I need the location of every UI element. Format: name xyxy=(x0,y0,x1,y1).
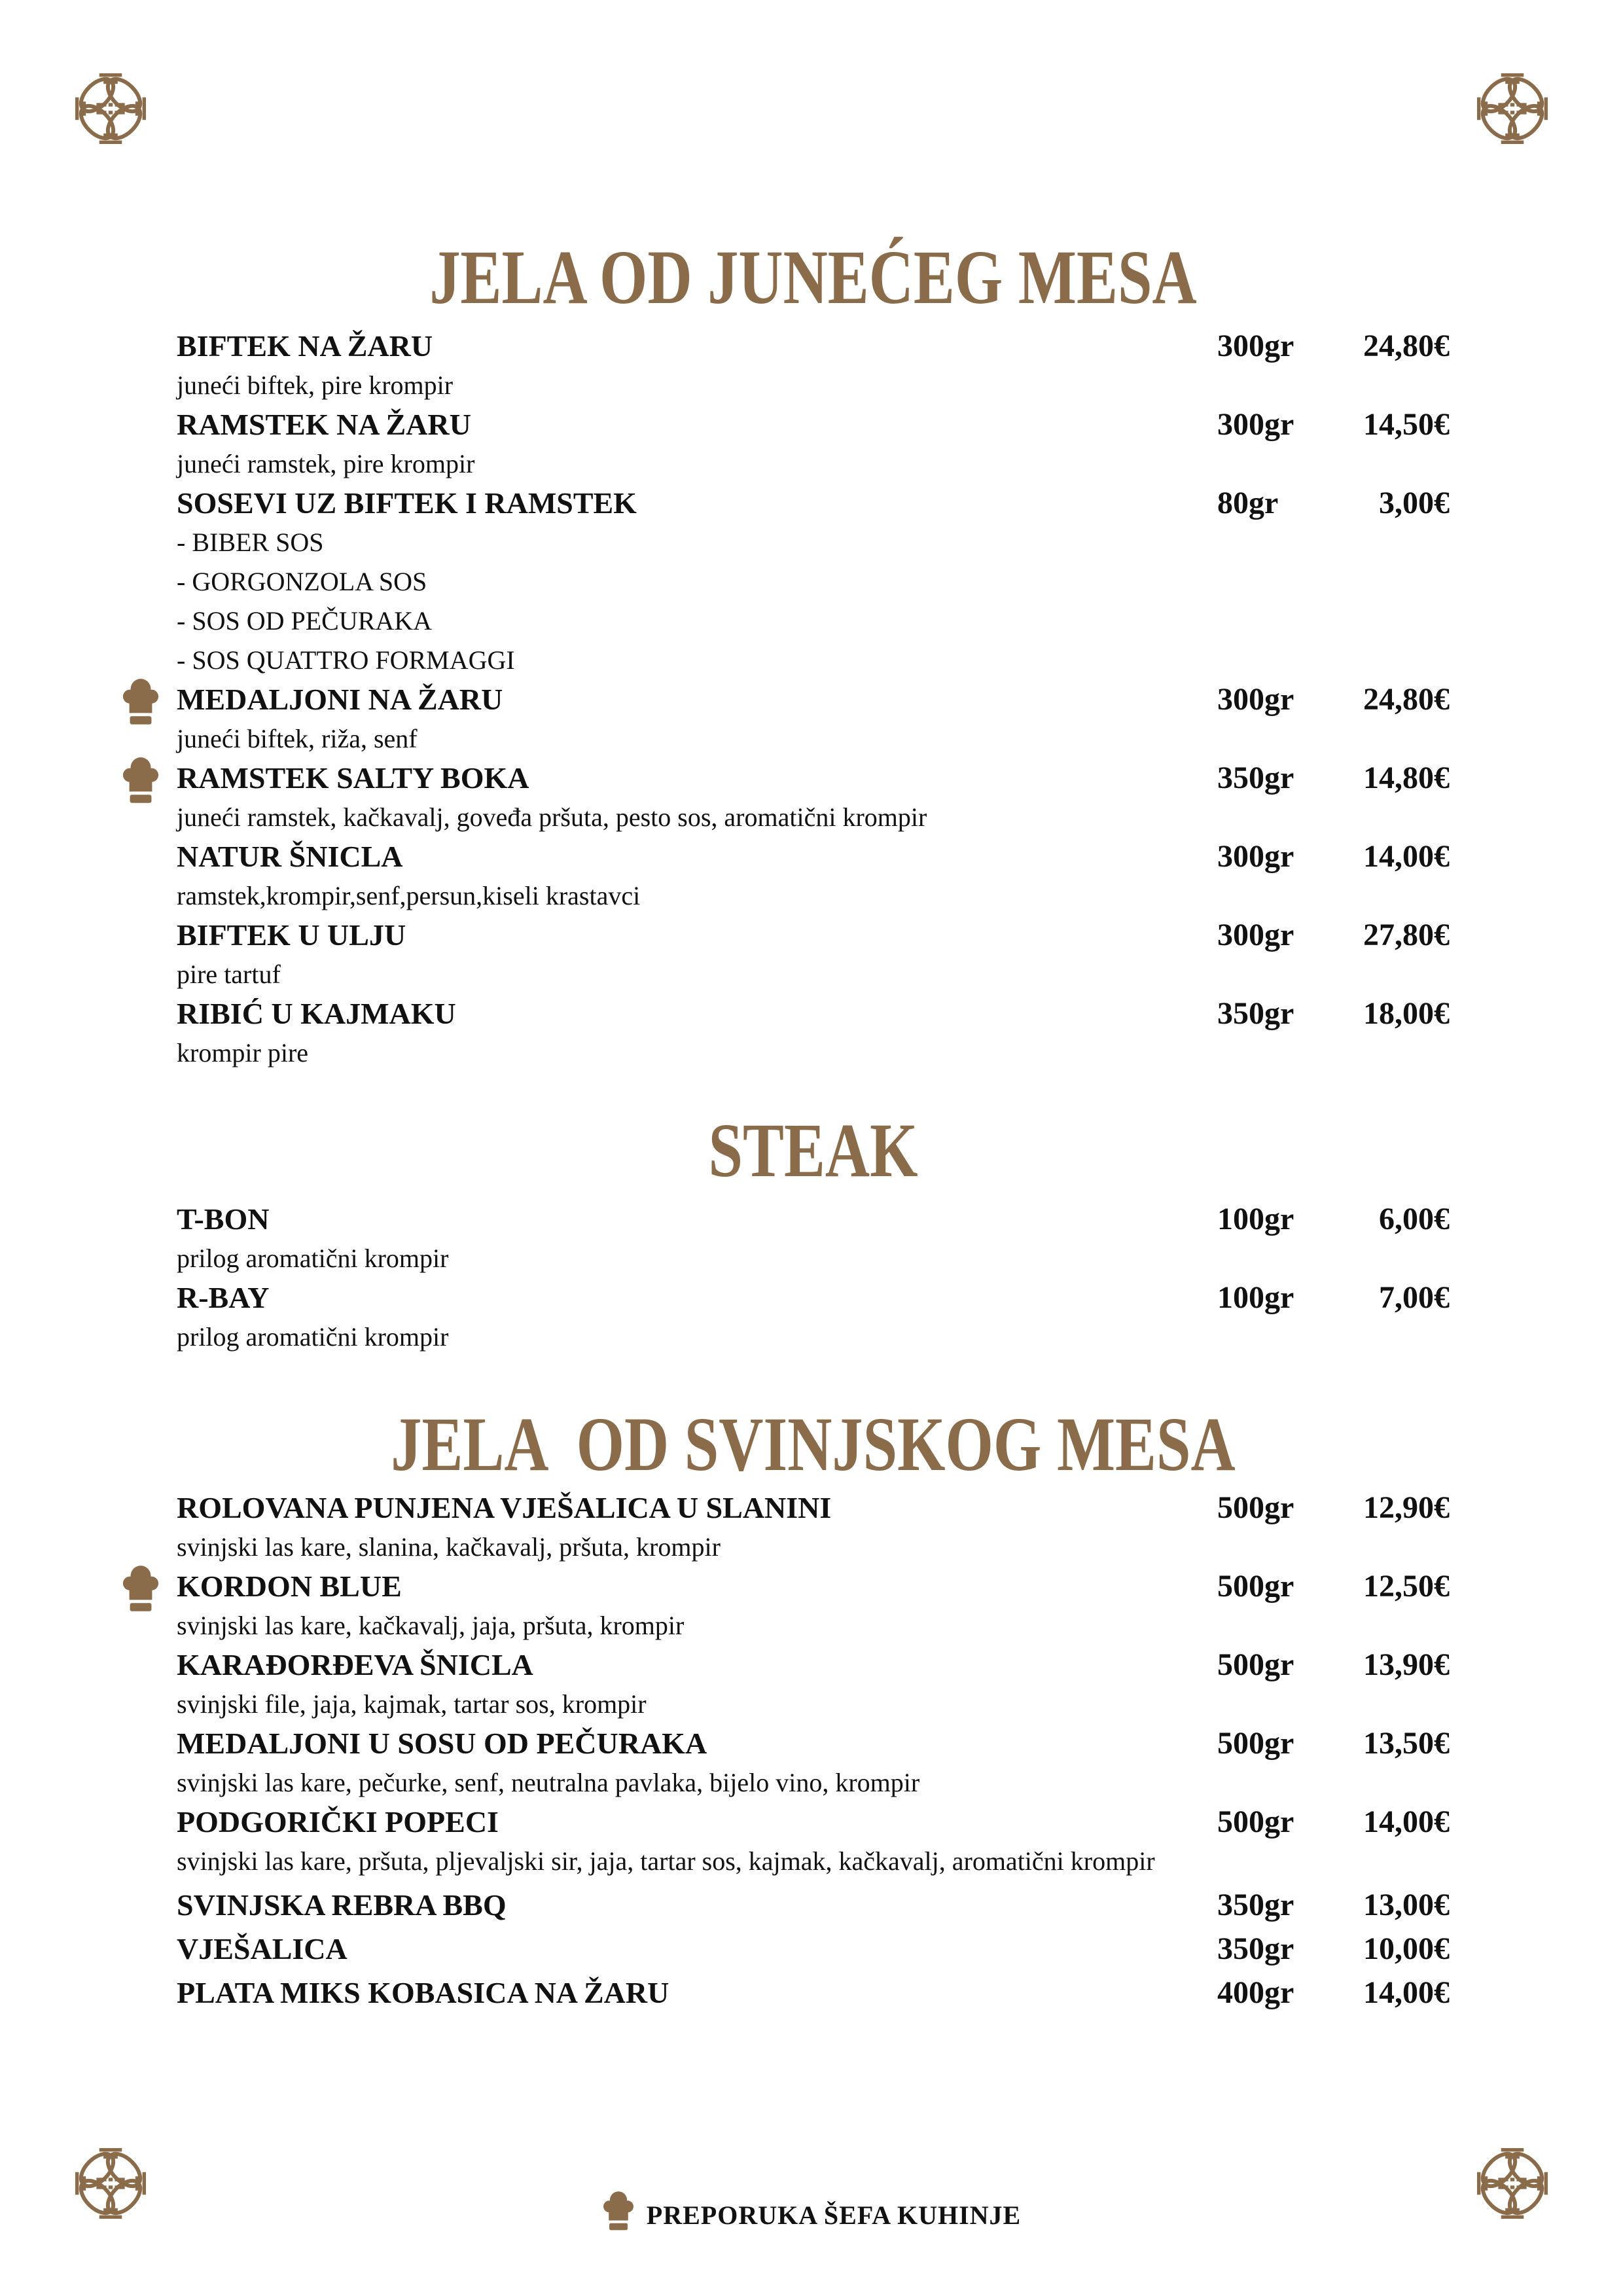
item-name: KORDON BLUE xyxy=(177,1570,402,1603)
item-description: svinjski las kare, slanina, kačkavalj, pršuta, krompir xyxy=(177,1532,721,1562)
item-price: 13,50€ xyxy=(1363,1726,1450,1761)
item-price: 14,50€ xyxy=(1363,407,1450,442)
menu-item-row xyxy=(177,1200,1450,1239)
menu-item-row xyxy=(177,1886,1450,1925)
item-weight: 100gr xyxy=(1217,1280,1294,1315)
menu-item-row xyxy=(177,1567,1450,1606)
item-name: ROLOVANA PUNJENA VJEŠALICA U SLANINI xyxy=(177,1491,832,1524)
menu-item xyxy=(177,759,1450,837)
item-description: juneći ramstek, kačkavalj, goveđa pršuta, pesto sos, aromatični krompir xyxy=(177,802,927,832)
chef-recommendation-legend xyxy=(0,2189,1623,2231)
item-weight: 350gr xyxy=(1217,761,1294,795)
item-weight: 500gr xyxy=(1217,1726,1294,1761)
item-name: SOSEVI UZ BIFTEK I RAMSTEK xyxy=(177,486,637,520)
menu-item xyxy=(177,1886,1450,1925)
menu-item xyxy=(177,680,1450,759)
menu-item xyxy=(177,916,1450,994)
item-weight: 80gr xyxy=(1217,486,1279,520)
item-description: juneći biftek, pire krompir xyxy=(177,370,454,400)
item-name: NATUR ŠNICLA xyxy=(177,840,403,873)
item-weight: 100gr xyxy=(1217,1202,1294,1236)
menu-item xyxy=(177,1929,1450,1969)
item-price: 24,80€ xyxy=(1363,329,1450,363)
menu-item xyxy=(177,1973,1450,2013)
item-weight: 300gr xyxy=(1217,839,1294,874)
section-title: JELA OD JUNEĆEG MESA xyxy=(429,234,1197,320)
item-price: 3,00€ xyxy=(1379,486,1450,520)
sauce-option: - SOS QUATTRO FORMAGGI xyxy=(177,645,515,675)
chef-hat-icon xyxy=(122,755,160,804)
item-weight: 500gr xyxy=(1217,1804,1294,1839)
menu-item xyxy=(177,1645,1450,1724)
menu-item xyxy=(177,1803,1450,1881)
item-price: 14,00€ xyxy=(1363,1804,1450,1839)
menu-item xyxy=(177,1488,1450,1567)
item-price: 18,00€ xyxy=(1363,996,1450,1031)
menu-item-row xyxy=(177,1724,1450,1763)
item-weight: 500gr xyxy=(1217,1490,1294,1525)
menu-item xyxy=(177,484,1450,680)
item-name: BIFTEK NA ŽARU xyxy=(177,329,433,363)
item-weight: 300gr xyxy=(1217,407,1294,442)
item-weight: 500gr xyxy=(1217,1647,1294,1682)
item-weight: 500gr xyxy=(1217,1569,1294,1604)
item-name: RIBIĆ U KAJMAKU xyxy=(177,997,456,1030)
item-price: 24,80€ xyxy=(1363,682,1450,717)
menu-item-row xyxy=(177,484,1450,523)
sauce-option: - BIBER SOS xyxy=(177,528,324,557)
menu-item-row xyxy=(177,837,1450,876)
menu-item xyxy=(177,994,1450,1073)
menu-sections xyxy=(177,0,1450,2017)
item-description: svinjski las kare, pršuta, pljevaljski sir, jaja, tartar sos, kajmak, kačkavalj, aromatični krompir xyxy=(177,1846,1155,1876)
menu-item-row xyxy=(177,1645,1450,1685)
item-name: RAMSTEK NA ŽARU xyxy=(177,408,471,441)
item-name: T-BON xyxy=(177,1202,270,1236)
item-name: BIFTEK U ULJU xyxy=(177,918,406,952)
item-price: 7,00€ xyxy=(1379,1280,1450,1315)
menu-item-row xyxy=(177,1803,1450,1842)
section-title: JELA OD SVINJSKOG MESA xyxy=(391,1401,1236,1487)
item-price: 12,90€ xyxy=(1363,1490,1450,1525)
item-price: 14,00€ xyxy=(1363,1975,1450,2010)
menu-item-row xyxy=(177,1278,1450,1318)
item-name: MEDALJONI U SOSU OD PEČURAKA xyxy=(177,1727,707,1760)
menu-item xyxy=(177,405,1450,484)
item-price: 13,90€ xyxy=(1363,1647,1450,1682)
item-name: KARAĐORĐEVA ŠNICLA xyxy=(177,1648,533,1681)
item-name: RAMSTEK SALTY BOKA xyxy=(177,761,529,795)
item-description: svinjski las kare, kačkavalj, jaja, pršuta, krompir xyxy=(177,1611,685,1640)
sauce-option: - GORGONZOLA SOS xyxy=(177,567,427,596)
item-name: MEDALJONI NA ŽARU xyxy=(177,683,503,716)
item-weight: 300gr xyxy=(1217,682,1294,717)
item-price: 13,00€ xyxy=(1363,1888,1450,1922)
menu-item xyxy=(177,1567,1450,1645)
menu-item xyxy=(177,327,1450,405)
item-price: 10,00€ xyxy=(1363,1931,1450,1966)
menu-section xyxy=(177,1107,1450,1357)
item-description: ramstek,krompir,senf,persun,kiseli krastavci xyxy=(177,881,641,910)
item-description: juneći ramstek, pire krompir xyxy=(177,449,475,478)
item-description: krompir pire xyxy=(177,1038,309,1067)
menu-section xyxy=(177,1401,1450,2013)
menu-item xyxy=(177,1278,1450,1357)
menu-item-row xyxy=(177,1929,1450,1969)
chef-hat-icon xyxy=(122,1563,160,1613)
corner-ornament-icon xyxy=(1477,73,1548,144)
item-weight: 350gr xyxy=(1217,1931,1294,1966)
menu-item xyxy=(177,1200,1450,1278)
item-name: VJEŠALICA xyxy=(177,1932,348,1965)
menu-section xyxy=(177,234,1450,1073)
menu-item xyxy=(177,1724,1450,1803)
item-name: PLATA MIKS KOBASICA NA ŽARU xyxy=(177,1976,669,2009)
section-title: STEAK xyxy=(708,1107,918,1193)
menu-item-row xyxy=(177,994,1450,1033)
item-description: juneći biftek, riža, senf xyxy=(177,724,418,753)
item-description: prilog aromatični krompir xyxy=(177,1244,449,1273)
item-price: 14,00€ xyxy=(1363,839,1450,874)
corner-ornament-icon xyxy=(75,73,146,144)
item-price: 12,50€ xyxy=(1363,1569,1450,1604)
item-weight: 350gr xyxy=(1217,996,1294,1031)
chef-hat-icon xyxy=(122,676,160,726)
item-description: svinjski las kare, pečurke, senf, neutralna pavlaka, bijelo vino, krompir xyxy=(177,1768,920,1797)
menu-item xyxy=(177,837,1450,916)
item-name: SVINJSKA REBRA BBQ xyxy=(177,1888,507,1922)
menu-item-row xyxy=(177,327,1450,366)
item-weight: 300gr xyxy=(1217,329,1294,363)
chef-hat-icon xyxy=(602,2189,635,2231)
item-price: 27,80€ xyxy=(1363,918,1450,952)
item-weight: 350gr xyxy=(1217,1888,1294,1922)
legend-label: PREPORUKA ŠEFA KUHINJE xyxy=(646,2200,1022,2230)
menu-item-row xyxy=(177,916,1450,955)
item-description: pire tartuf xyxy=(177,960,281,989)
item-price: 6,00€ xyxy=(1379,1202,1450,1236)
item-name: R-BAY xyxy=(177,1281,270,1314)
item-weight: 400gr xyxy=(1217,1975,1294,2010)
menu-item-row xyxy=(177,1973,1450,2013)
item-description: prilog aromatični krompir xyxy=(177,1322,449,1352)
menu-item-row xyxy=(177,759,1450,798)
menu-item-row xyxy=(177,680,1450,719)
item-name: PODGORIČKI POPECI xyxy=(177,1805,499,1839)
menu-item-row xyxy=(177,1488,1450,1528)
item-weight: 300gr xyxy=(1217,918,1294,952)
item-description: svinjski file, jaja, kajmak, tartar sos, krompir xyxy=(177,1689,647,1719)
item-price: 14,80€ xyxy=(1363,761,1450,795)
menu-item-row xyxy=(177,405,1450,444)
sauce-option: - SOS OD PEČURAKA xyxy=(177,606,433,636)
